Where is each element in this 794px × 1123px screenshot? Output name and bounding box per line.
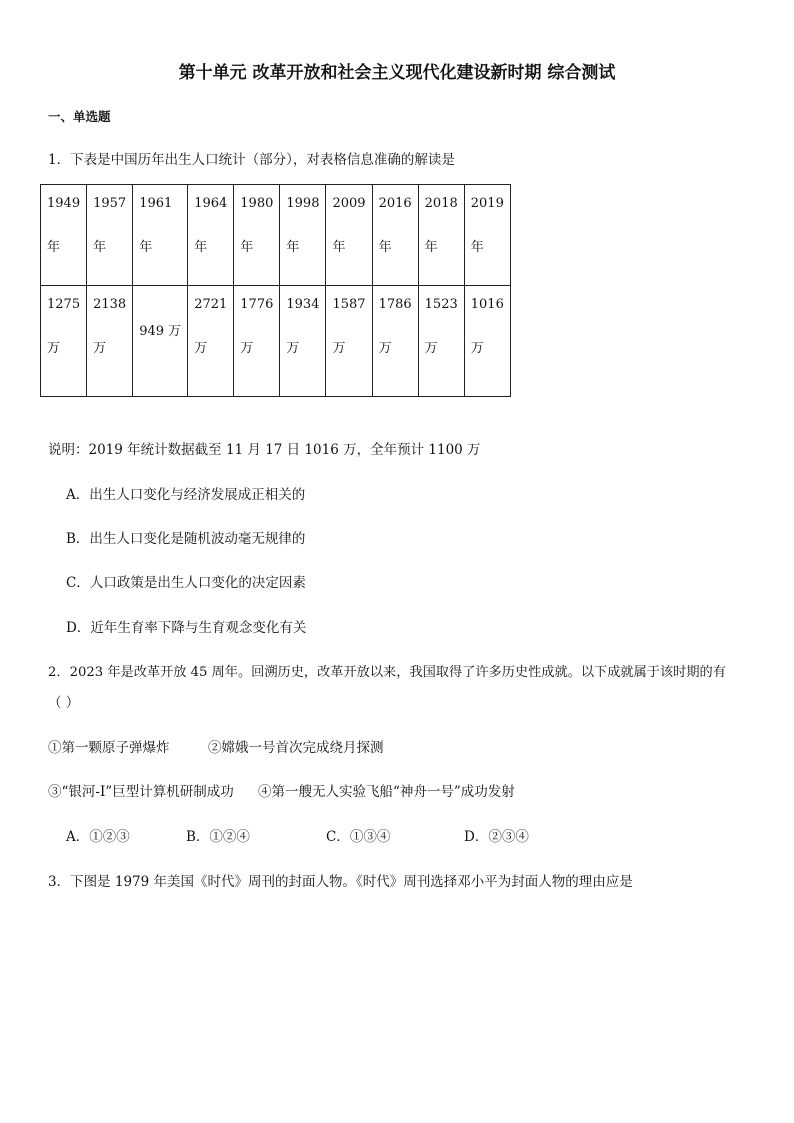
table-cell: 1980 年 bbox=[234, 185, 280, 286]
q1-option-b[interactable]: B．出生人口变化是随机波动毫无规律的 bbox=[66, 531, 306, 547]
table-cell: 949 万 bbox=[133, 286, 188, 397]
table-cell: 1957 年 bbox=[87, 185, 133, 286]
q3-stem: 3．下图是 1979 年美国《时代》周刊的封面人物。《时代》周刊选择邓小平为封面人物的理由应是 bbox=[48, 874, 633, 890]
q1-option-c[interactable]: C．人口政策是出生人口变化的决定因素 bbox=[66, 575, 306, 591]
q2-stem-line1: 2．2023 年是改革开放 45 周年。回溯历史，改革开放以来，我国取得了许多历史性成就。以下成就属于该时期的有 bbox=[48, 665, 726, 680]
q1-stem: 1．下表是中国历年出生人口统计（部分），对表格信息准确的解读是 bbox=[48, 152, 455, 168]
table-cell: 1934 万 bbox=[280, 286, 326, 397]
table-cell: 1964 年 bbox=[188, 185, 234, 286]
page-title: 第十单元 改革开放和社会主义现代化建设新时期 综合测试 bbox=[178, 63, 616, 83]
q2-option-c[interactable]: C．①③④ bbox=[326, 829, 391, 845]
table-cell: 2018 年 bbox=[418, 185, 464, 286]
q2-stem-line2: （ ） bbox=[48, 695, 80, 711]
table-cell: 1016 万 bbox=[464, 286, 510, 397]
q1-note: 说明：2019 年统计数据截至 11 月 17 日 1016 万，全年预计 1100 万 bbox=[48, 442, 481, 458]
table-cell: 1587 万 bbox=[326, 286, 372, 397]
section-heading: 一、单选题 bbox=[48, 109, 111, 124]
table-cell: 2019 年 bbox=[464, 185, 510, 286]
table-cell: 2009 年 bbox=[326, 185, 372, 286]
table-row-years bbox=[41, 185, 511, 286]
q1-option-a[interactable]: A．出生人口变化与经济发展成正相关的 bbox=[66, 487, 306, 503]
table-cell: 1275 万 bbox=[41, 286, 87, 397]
q2-option-d[interactable]: D．②③④ bbox=[464, 829, 529, 845]
q2-item-2: ②嫦娥一号首次完成绕月探测 bbox=[208, 740, 384, 756]
table-cell: 2138 万 bbox=[87, 286, 133, 397]
table-cell: 2721 万 bbox=[188, 286, 234, 397]
table-cell: 1998 年 bbox=[280, 185, 326, 286]
q2-option-b[interactable]: B．①②④ bbox=[186, 829, 250, 845]
table-cell: 1961 年 bbox=[133, 185, 188, 286]
q2-item-4: ④第一艘无人实验飞船“神舟一号”成功发射 bbox=[258, 784, 515, 800]
table-cell: 2016 年 bbox=[372, 185, 418, 286]
table-cell: 1949 年 bbox=[41, 185, 87, 286]
q2-item-1: ①第一颗原子弹爆炸 bbox=[48, 740, 170, 756]
table-cell: 1786 万 bbox=[372, 286, 418, 397]
q2-item-3: ③“银河-I”巨型计算机研制成功 bbox=[48, 784, 234, 800]
table-row-values bbox=[41, 286, 511, 397]
birth-population-table bbox=[40, 184, 511, 397]
table-cell: 1523 万 bbox=[418, 286, 464, 397]
q2-option-a[interactable]: A．①②③ bbox=[66, 829, 130, 845]
q1-option-d[interactable]: D．近年生育率下降与生育观念变化有关 bbox=[66, 620, 307, 636]
table-cell: 1776 万 bbox=[234, 286, 280, 397]
